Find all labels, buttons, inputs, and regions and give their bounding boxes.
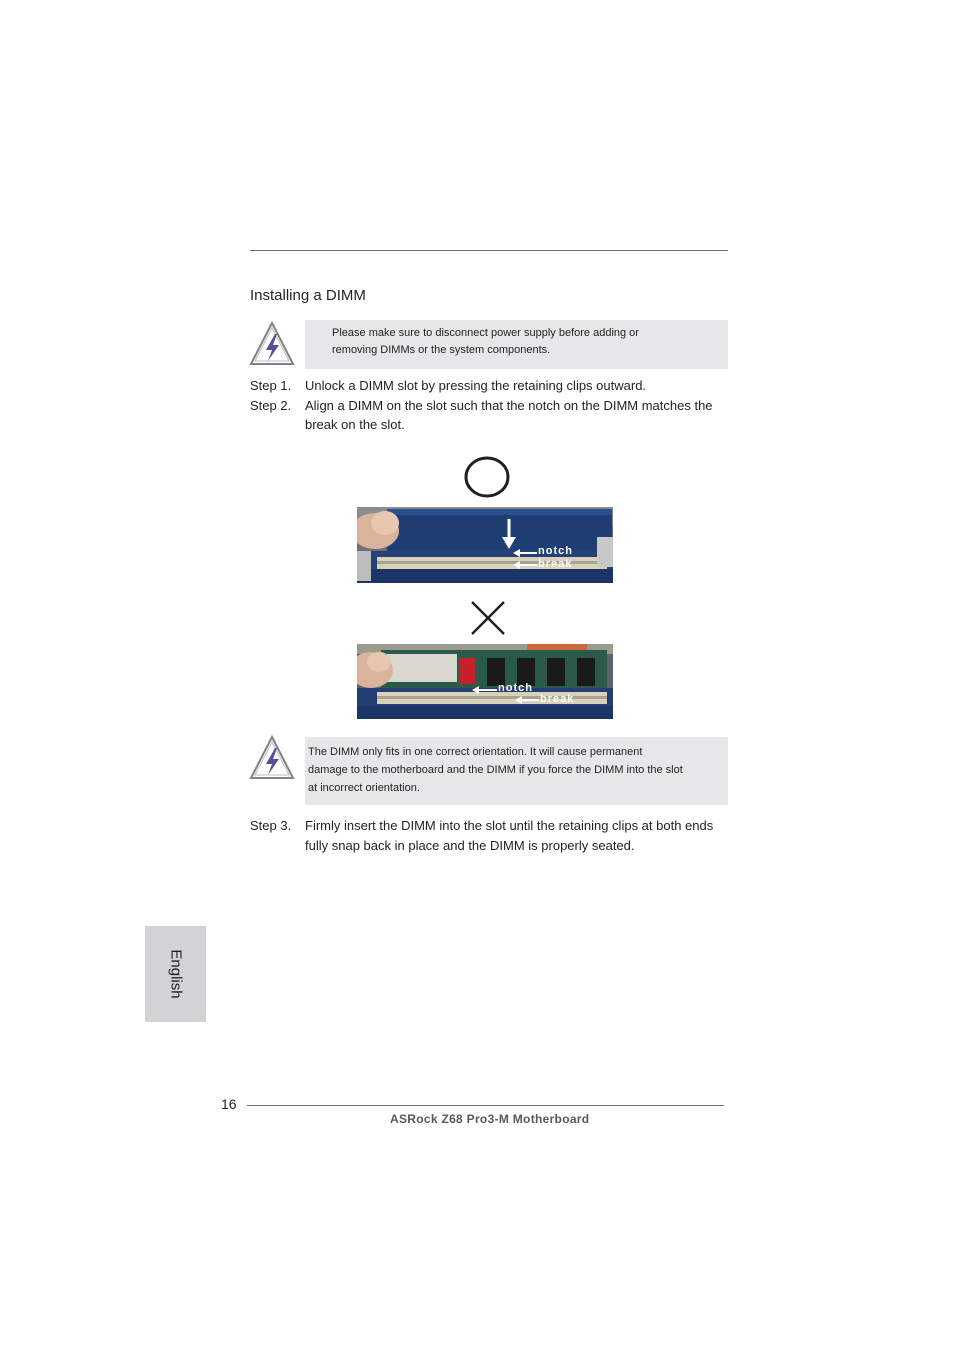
footer-product: ASRock Z68 Pro3-M Motherboard (390, 1112, 590, 1126)
note2-line3: at incorrect orientation. (308, 782, 420, 794)
language-tab-label: English (167, 949, 184, 999)
note2-line2: damage to the motherboard and the DIMM if you force the DIMM into the slot (308, 764, 683, 776)
note1-line1: Please make sure to disconnect power supply before adding or (332, 327, 639, 339)
dimm-correct-photo (357, 507, 613, 583)
step2-text-line2: break on the slot. (305, 417, 405, 432)
note2-line1: The DIMM only fits in one correct orientation. It will cause permanent (308, 746, 643, 758)
note1-line2: removing DIMMs or the system components. (332, 344, 551, 356)
step3-label: Step 3. (250, 818, 292, 833)
section-title: Installing a DIMM (250, 287, 366, 304)
break-label-2: break (540, 693, 575, 705)
page-number: 16 (221, 1096, 237, 1112)
footer-divider (247, 1105, 724, 1106)
step2-text-line1: Align a DIMM on the slot such that the notch on the DIMM matches the (305, 398, 713, 413)
warning-note-orientation (305, 737, 728, 805)
dimm-wrong-photo (357, 644, 613, 719)
step1-text: Unlock a DIMM slot by pressing the retaining clips outward. (305, 378, 647, 393)
warning-note-power (305, 320, 728, 369)
language-tab (145, 926, 206, 1022)
step3-text-line1: Firmly insert the DIMM into the slot until the retaining clips at both ends (305, 818, 714, 833)
step2-label: Step 2. (250, 398, 292, 413)
notch-label-2: notch (498, 682, 533, 694)
circle-correct-icon (463, 455, 511, 504)
cross-wrong-icon (469, 599, 507, 642)
warning-triangle-icon (249, 735, 295, 781)
warning-triangle-icon (249, 321, 295, 367)
notch-label: notch (538, 545, 573, 557)
top-divider (250, 250, 728, 251)
step1-label: Step 1. (250, 378, 292, 393)
break-label: break (538, 558, 573, 570)
step3-text-line2: fully snap back in place and the DIMM is properly seated. (305, 838, 635, 853)
